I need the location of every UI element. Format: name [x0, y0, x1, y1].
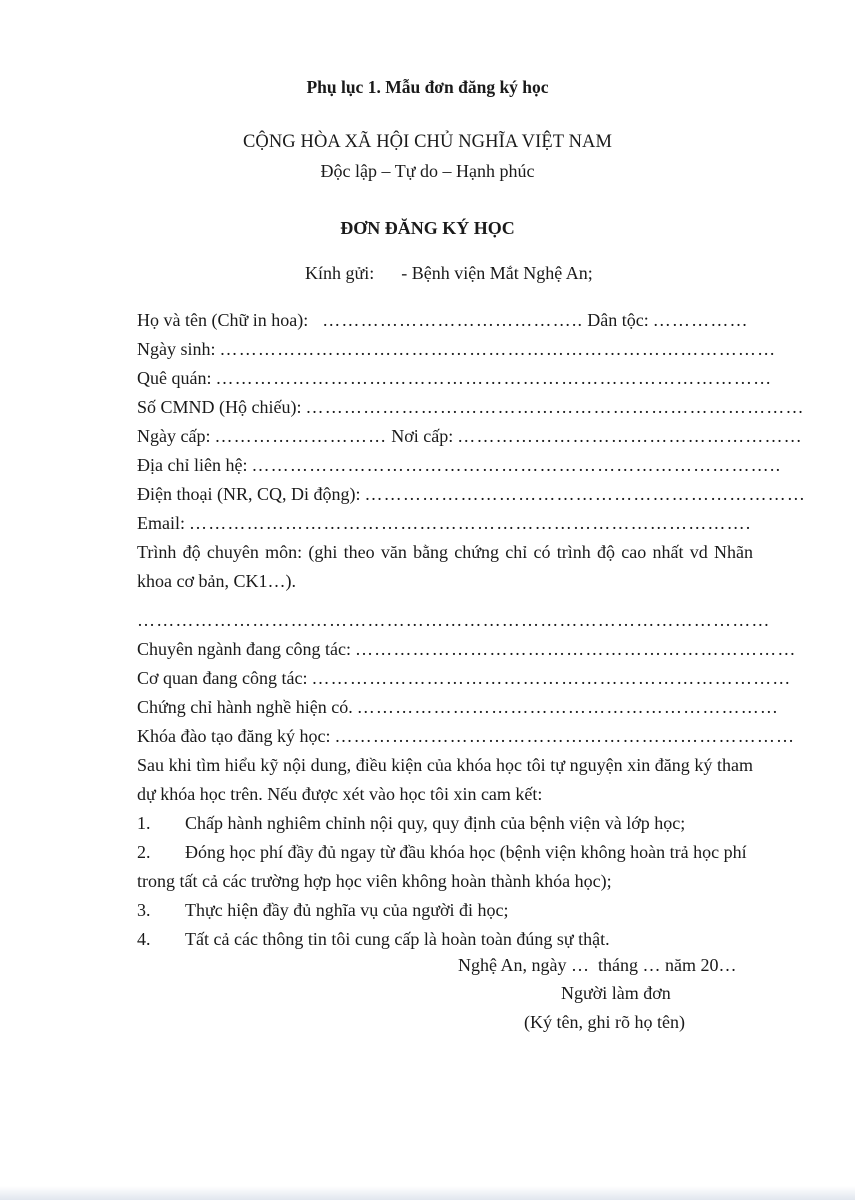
- commitment-text: trong tất cả các trường hợp học viên không hoàn thành khóa học);: [137, 871, 612, 891]
- commitment-number: 1.: [137, 813, 151, 833]
- id-number-blank[interactable]: ……………………………………………………………………: [305, 397, 805, 417]
- address-label: Địa chỉ liên hệ:: [137, 455, 248, 475]
- commitment-intro: Sau khi tìm hiểu kỹ nội dung, điều kiện của khóa học tôi tự nguyện xin đăng ký tham dự khóa học trên. Nếu được xét vào học tôi xin cam kết:: [137, 755, 753, 804]
- field-dob: [137, 335, 777, 364]
- recipient-value: - Bệnh viện Mắt Nghệ An;: [401, 263, 593, 283]
- ethnicity-blank[interactable]: ……………: [652, 310, 749, 330]
- hometown-label: Quê quán:: [137, 368, 212, 388]
- field-issue: [137, 422, 803, 451]
- field-specialty: [137, 635, 797, 664]
- commitment-continuation: [137, 867, 753, 896]
- form-title: ĐƠN ĐĂNG KÝ HỌC: [340, 218, 515, 238]
- field-id-number: [137, 393, 805, 422]
- field-full-name: [137, 306, 753, 335]
- issue-place-label: Nơi cấp:: [391, 426, 454, 446]
- scan-shadow: [0, 1186, 855, 1200]
- signature-note: (Ký tên, ghi rõ họ tên): [524, 1012, 685, 1032]
- issue-date-label: Ngày cấp:: [137, 426, 211, 446]
- commitment-item: [137, 809, 753, 838]
- full-name-label: Họ và tên (Chữ in hoa):: [137, 310, 309, 330]
- field-phone: [137, 480, 807, 509]
- ethnicity-label: Dân tộc:: [587, 310, 649, 330]
- phone-label: Điện thoại (NR, CQ, Di động):: [137, 484, 361, 504]
- email-label: Email:: [137, 513, 185, 533]
- national-title: CỘNG HÒA XÃ HỘI CHỦ NGHĨA VIỆT NAM: [242, 132, 613, 152]
- national-motto: Độc lập – Tự do – Hạnh phúc: [320, 161, 535, 181]
- signature-date-line: Nghệ An, ngày … tháng … năm 20…: [458, 955, 737, 975]
- field-certificate: [137, 693, 780, 722]
- field-course: [137, 722, 796, 751]
- commitment-text: Chấp hành nghiêm chỉnh nội quy, quy định của bệnh viện và lớp học;: [185, 813, 686, 833]
- issue-date-blank[interactable]: ………………………: [214, 426, 388, 446]
- qualification-blank[interactable]: ………………………………………………………………………………………: [137, 610, 771, 630]
- field-hometown: [137, 364, 773, 393]
- specialty-label: Chuyên ngành đang công tác:: [137, 639, 351, 659]
- form-fields: [137, 306, 807, 954]
- workplace-blank[interactable]: …………………………………………………………………: [311, 668, 792, 688]
- address-blank[interactable]: ………………………………………………………………………..: [251, 455, 782, 475]
- phone-blank[interactable]: ……………………………………………………………: [364, 484, 807, 504]
- id-number-label: Số CMND (Hộ chiếu):: [137, 397, 302, 417]
- certificate-label: Chứng chỉ hành nghề hiện có.: [137, 697, 353, 717]
- commitment-item: [137, 838, 753, 867]
- field-qualification: [137, 606, 771, 635]
- issue-place-blank[interactable]: ………………………………………………: [457, 426, 803, 446]
- field-address: [137, 451, 782, 480]
- commitment-number: 2.: [137, 842, 151, 862]
- recipient-label: Kính gửi:: [305, 263, 375, 283]
- full-name-blank[interactable]: …………………………………..: [322, 310, 584, 330]
- certificate-blank[interactable]: …………………………………………………………: [356, 697, 780, 717]
- commitment-number: 4.: [137, 929, 151, 949]
- hometown-blank[interactable]: ……………………………………………………………………………: [215, 368, 773, 388]
- appendix-title: Phụ lục 1. Mẫu đơn đăng ký học: [306, 77, 549, 97]
- course-label: Khóa đào tạo đăng ký học:: [137, 726, 331, 746]
- dob-blank[interactable]: ……………………………………………………………………………: [219, 339, 777, 359]
- email-blank[interactable]: …………………………………………………………………………….: [189, 513, 752, 533]
- commitment-text: Thực hiện đầy đủ nghĩa vụ của người đi học;: [185, 900, 509, 920]
- signer-title: Người làm đơn: [561, 983, 671, 1003]
- recipient-line: [305, 263, 593, 284]
- dob-label: Ngày sinh:: [137, 339, 216, 359]
- specialty-blank[interactable]: ……………………………………………………………: [354, 639, 797, 659]
- course-blank[interactable]: ………………………………………………………………: [334, 726, 796, 746]
- commitment-text: Đóng học phí đầy đủ ngay từ đầu khóa học (bệnh viện không hoàn trả học phí: [185, 842, 747, 862]
- qualification-text: Trình độ chuyên môn: (ghi theo văn bằng chứng chỉ có trình độ cao nhất vd Nhãn khoa cơ bản, CK1…).: [137, 542, 753, 591]
- field-workplace: [137, 664, 792, 693]
- commitment-item: [137, 896, 753, 925]
- workplace-label: Cơ quan đang công tác:: [137, 668, 308, 688]
- field-email: [137, 509, 753, 538]
- commitment-text: Tất cả các thông tin tôi cung cấp là hoàn toàn đúng sự thật.: [185, 929, 610, 949]
- commitment-item: [137, 925, 753, 954]
- commitment-number: 3.: [137, 900, 151, 920]
